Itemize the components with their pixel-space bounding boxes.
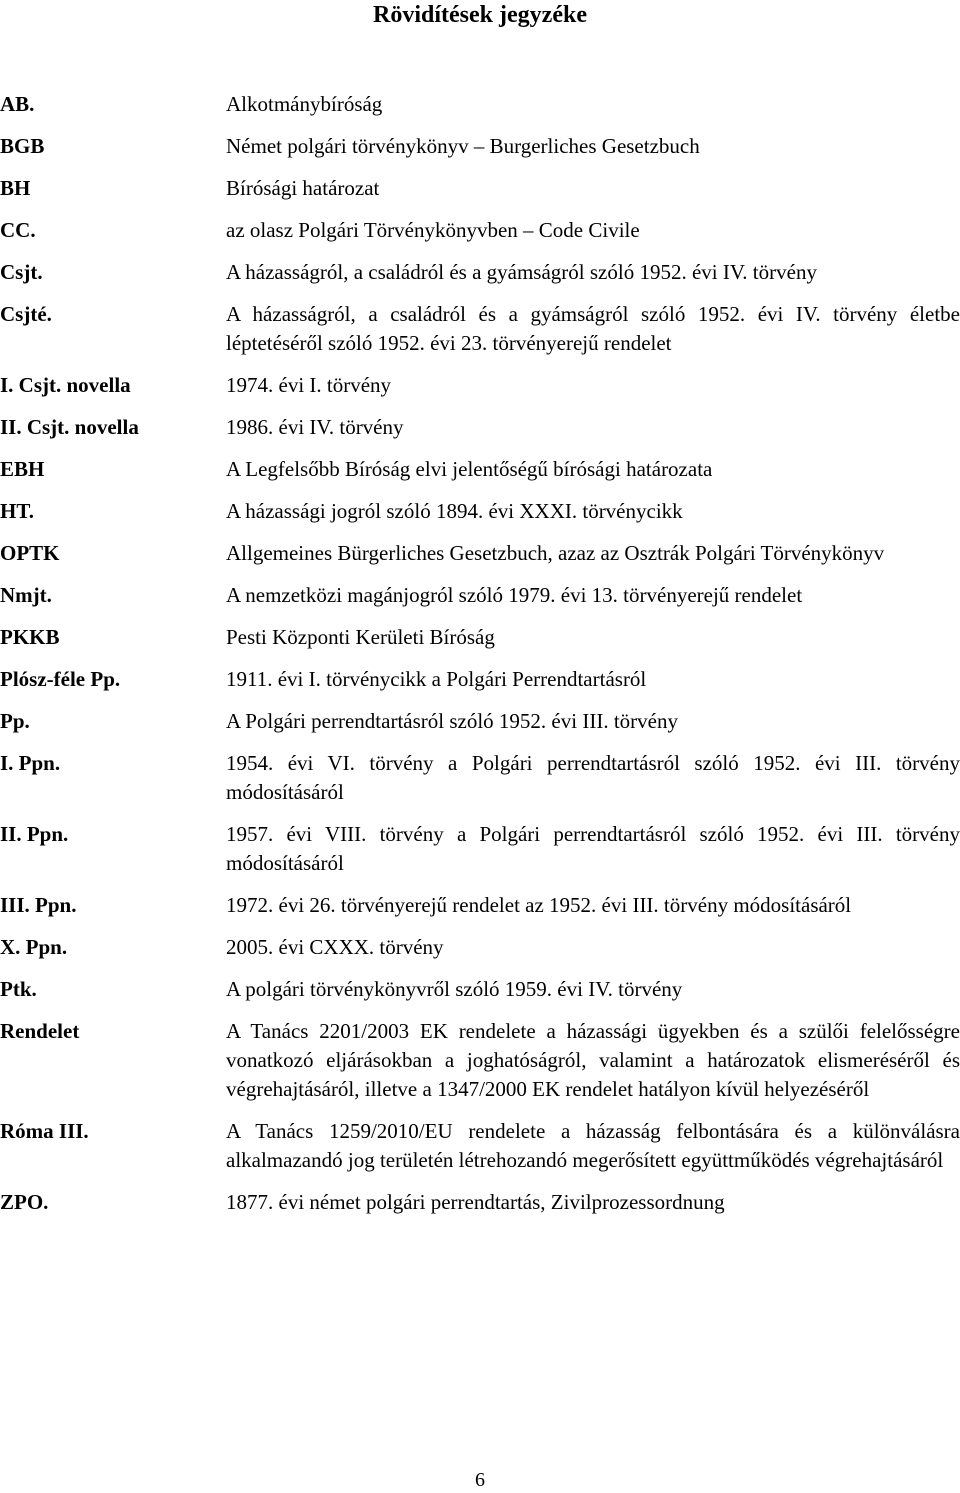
page-number: 6 xyxy=(475,1469,485,1491)
abbreviation-definition: 1986. évi IV. törvény xyxy=(226,415,404,439)
abbreviation-term: AB. xyxy=(0,92,35,116)
abbreviation-term: Rendelet xyxy=(0,1019,80,1043)
abbreviation-definition: 1877. évi német polgári perrendtartás, Zivilprozessordnung xyxy=(226,1190,725,1214)
abbreviation-row xyxy=(0,749,960,807)
abbreviation-definition: A Legfelsőbb Bíróság elvi jelentőségű bírósági határozata xyxy=(226,457,713,481)
abbreviation-definition: 1911. évi I. törvénycikk a Polgári Perrendtartásról xyxy=(226,667,647,691)
abbreviation-definition: A Tanács 2201/2003 EK rendelete a házassági ügyekben és a szülői felelősségre vonatkozó eljárásokban a joghatóságról, valamint a határozatok elismeréséről és végrehajtásáról, illetve a 1347/2000 EK rendelet hatályon kívül helyezéséről xyxy=(226,1019,960,1101)
abbreviation-row xyxy=(0,1117,960,1175)
abbreviation-term: BH xyxy=(0,176,31,200)
abbreviation-term: CC. xyxy=(0,218,36,242)
abbreviation-term: Csjt. xyxy=(0,260,43,284)
page-title: Rövidítések jegyzéke xyxy=(373,2,587,28)
abbreviation-row xyxy=(0,1017,960,1104)
abbreviation-term: Plósz-féle Pp. xyxy=(0,667,121,691)
abbreviation-definition: 2005. évi CXXX. törvény xyxy=(226,935,444,959)
abbreviation-term: I. Csjt. novella xyxy=(0,373,131,397)
abbreviation-definition: A házasságról, a családról és a gyámságról szóló 1952. évi IV. törvény életbe léptetéséről szóló 1952. évi 23. törvényerejű rendelet xyxy=(226,302,960,355)
abbreviation-row xyxy=(0,975,960,1004)
abbreviation-row xyxy=(0,1188,960,1217)
abbreviation-row xyxy=(0,258,960,287)
abbreviation-definition: 1974. évi I. törvény xyxy=(226,373,392,397)
abbreviation-row xyxy=(0,413,960,442)
abbreviation-term: HT. xyxy=(0,499,35,523)
abbreviation-definition: Allgemeines Bürgerliches Gesetzbuch, azaz az Osztrák Polgári Törvénykönyv xyxy=(226,541,885,565)
abbreviation-list xyxy=(0,90,960,1230)
abbreviation-definition: 1957. évi VIII. törvény a Polgári perrendtartásról szóló 1952. évi III. törvény módosításáról xyxy=(226,822,960,875)
abbreviation-definition: Bírósági határozat xyxy=(226,176,380,200)
abbreviation-definition: Alkotmánybíróság xyxy=(226,92,383,116)
abbreviation-term: BGB xyxy=(0,134,45,158)
abbreviation-term: ZPO. xyxy=(0,1190,49,1214)
abbreviation-term: EBH xyxy=(0,457,45,481)
abbreviation-definition: Pesti Központi Kerületi Bíróság xyxy=(226,625,495,649)
abbreviation-definition: A házassági jogról szóló 1894. évi XXXI. törvénycikk xyxy=(226,499,683,523)
abbreviation-term: II. Csjt. novella xyxy=(0,415,139,439)
abbreviation-term: III. Ppn. xyxy=(0,893,77,917)
abbreviation-row xyxy=(0,132,960,161)
abbreviation-definition: Német polgári törvénykönyv – Burgerliches Gesetzbuch xyxy=(226,134,700,158)
abbreviation-term: Nmjt. xyxy=(0,583,52,607)
abbreviation-row xyxy=(0,90,960,119)
abbreviation-row xyxy=(0,623,960,652)
abbreviation-row xyxy=(0,933,960,962)
abbreviation-term: OPTK xyxy=(0,541,60,565)
abbreviation-term: Csjté. xyxy=(0,302,52,326)
abbreviation-definition: A Polgári perrendtartásról szóló 1952. évi III. törvény xyxy=(226,709,678,733)
abbreviation-term: I. Ppn. xyxy=(0,751,61,775)
abbreviation-row xyxy=(0,455,960,484)
abbreviation-row xyxy=(0,820,960,878)
abbreviation-term: PKKB xyxy=(0,625,60,649)
abbreviation-definition: 1954. évi VI. törvény a Polgári perrendtartásról szóló 1952. évi III. törvény módosításáról xyxy=(226,751,960,804)
abbreviation-row xyxy=(0,707,960,736)
abbreviation-term: Róma III. xyxy=(0,1119,89,1143)
abbreviation-definition: A házasságról, a családról és a gyámságról szóló 1952. évi IV. törvény xyxy=(226,260,817,284)
abbreviation-definition: A polgári törvénykönyvről szóló 1959. évi IV. törvény xyxy=(226,977,683,1001)
abbreviation-term: X. Ppn. xyxy=(0,935,68,959)
abbreviation-definition: A nemzetközi magánjogról szóló 1979. évi 13. törvényerejű rendelet xyxy=(226,583,803,607)
abbreviation-row xyxy=(0,371,960,400)
abbreviation-row xyxy=(0,216,960,245)
abbreviation-row xyxy=(0,539,960,568)
abbreviation-row xyxy=(0,665,960,694)
abbreviation-definition: az olasz Polgári Törvénykönyvben – Code Civile xyxy=(226,218,640,242)
abbreviation-row xyxy=(0,581,960,610)
abbreviation-definition: 1972. évi 26. törvényerejű rendelet az 1952. évi III. törvény módosításáról xyxy=(226,893,852,917)
abbreviation-row xyxy=(0,497,960,526)
abbreviation-row xyxy=(0,300,960,358)
abbreviation-definition: A Tanács 1259/2010/EU rendelete a házasság felbontására és a különválásra alkalmazandó jog területén létrehozandó megerősített együttműködés végrehajtásáról xyxy=(226,1119,960,1172)
abbreviation-row xyxy=(0,174,960,203)
abbreviation-term: Pp. xyxy=(0,709,30,733)
abbreviation-row xyxy=(0,891,960,920)
abbreviation-term: Ptk. xyxy=(0,977,37,1001)
abbreviation-term: II. Ppn. xyxy=(0,822,69,846)
